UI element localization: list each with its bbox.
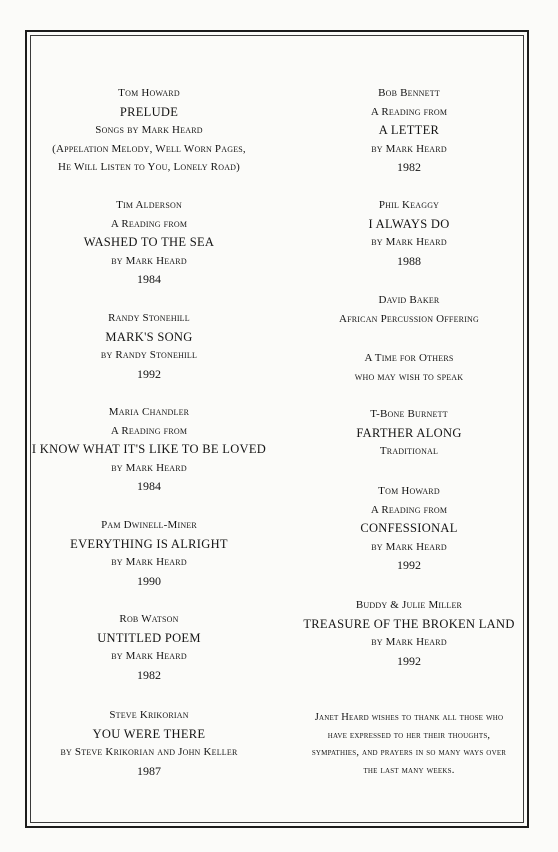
credit-line: by Mark Heard (111, 556, 187, 569)
credit-line: who may wish to speak (354, 370, 464, 383)
performer-name: A Time for Others (364, 352, 454, 364)
program-right-column (278, 0, 540, 852)
program-left-column (18, 0, 280, 852)
reading-from-label: A Reading from (110, 424, 188, 437)
piece-title: FARTHER ALONG (356, 425, 462, 440)
performer-name: Tim Alderson (116, 199, 182, 211)
performer-name: Bob Bennett (378, 87, 440, 99)
year: 1992 (137, 366, 161, 381)
credit-line: by Mark Heard (371, 636, 447, 649)
program-entry (18, 706, 280, 780)
year: 1982 (397, 160, 421, 175)
performer-name: Tom Howard (118, 87, 180, 99)
program-entry (18, 309, 280, 383)
credit-line: (Appelation Melody, Well Worn Pages, (52, 142, 246, 155)
piece-title: YOU WERE THERE (92, 726, 206, 741)
program-entry (278, 349, 540, 386)
credit-line: by Mark Heard (111, 650, 187, 663)
performer-name: Rob Watson (119, 613, 179, 625)
reading-from-label: A Reading from (110, 217, 188, 230)
program-entry (278, 596, 540, 670)
credit-line: Traditional (379, 445, 439, 458)
credit-line: by Mark Heard (371, 142, 447, 155)
piece-title: EVERYTHING IS ALRIGHT (70, 536, 228, 551)
year: 1988 (397, 253, 421, 268)
piece-title: PRELUDE (119, 104, 179, 119)
year: 1992 (397, 653, 421, 668)
performer-name: Maria Chandler (108, 406, 190, 418)
program-entry (278, 291, 540, 328)
performer-name: David Baker (378, 294, 440, 306)
reading-from-label: A Reading from (370, 503, 448, 516)
closing-note-line: the last many weeks. (363, 764, 455, 776)
year: 1987 (137, 763, 161, 778)
reading-from-label: A Reading from (370, 105, 448, 118)
credit-line: by Mark Heard (111, 461, 187, 474)
closing-note-line: sympathies, and prayers in so many ways over (311, 747, 507, 758)
performer-name: Steve Krikorian (109, 709, 189, 721)
year: 1984 (137, 479, 161, 494)
program-entry (18, 610, 280, 684)
program-entry (18, 84, 280, 177)
piece-title: A LETTER (378, 123, 440, 138)
performer-name: Pam Dwinell-Miner (101, 519, 197, 531)
performer-name: Phil Keaggy (378, 199, 440, 211)
closing-note (278, 709, 540, 779)
credit-line: He Will Listen to You, Lonely Road) (57, 161, 241, 174)
program-entry (18, 196, 280, 289)
performer-name: Tom Howard (378, 485, 440, 497)
year: 1992 (397, 558, 421, 573)
program-entry (278, 196, 540, 270)
piece-title: UNTITLED POEM (97, 630, 201, 645)
piece-title: WASHED TO THE SEA (83, 235, 215, 250)
program-entry (18, 403, 280, 496)
credit-line: by Randy Stonehill (100, 349, 198, 362)
program-entry (278, 84, 540, 177)
closing-note-line: have expressed to her their thoughts, (327, 729, 491, 741)
piece-title: I KNOW WHAT IT'S LIKE TO BE LOVED (31, 442, 267, 457)
credit-line: by Mark Heard (371, 236, 447, 249)
credit-line: by Steve Krikorian and John Keller (60, 746, 238, 759)
program-entry (18, 516, 280, 590)
piece-title: MARK'S SONG (105, 329, 193, 344)
piece-title: TREASURE OF THE BROKEN LAND (303, 616, 515, 631)
credit-line: by Mark Heard (111, 254, 187, 267)
performer-name: Buddy & Julie Miller (355, 599, 463, 611)
credit-line: African Percussion Offering (338, 312, 480, 325)
closing-note-line: Janet Heard wishes to thank all those who (314, 712, 504, 723)
year: 1990 (137, 573, 161, 588)
performer-name: T-Bone Burnett (370, 408, 448, 420)
program-entry (278, 482, 540, 575)
performer-name: Randy Stonehill (108, 312, 190, 324)
credit-line: Songs by Mark Heard (95, 124, 203, 137)
credit-line: by Mark Heard (371, 540, 447, 553)
program-entry (278, 405, 540, 461)
year: 1984 (137, 272, 161, 287)
piece-title: CONFESSIONAL (360, 521, 458, 536)
piece-title: I ALWAYS DO (368, 216, 450, 231)
year: 1982 (137, 667, 161, 682)
